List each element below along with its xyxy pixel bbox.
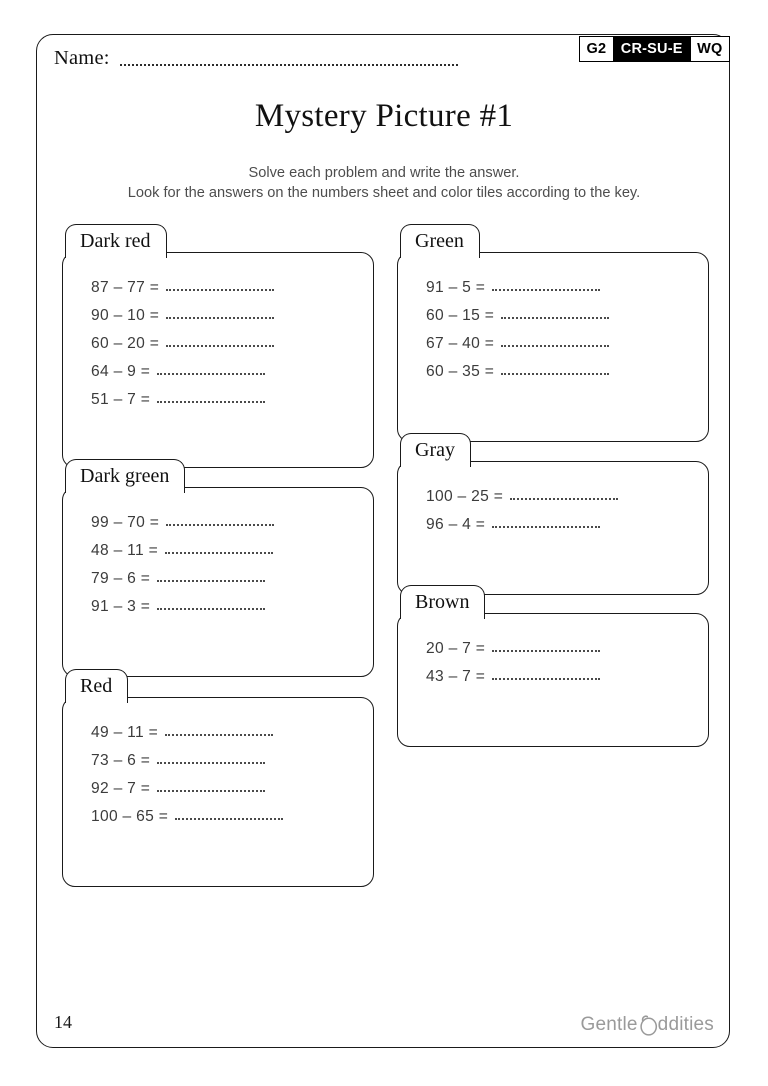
problem-row [426,279,696,307]
answer-input[interactable] [157,580,265,582]
problem-row [91,724,361,752]
problem-group [62,224,374,468]
logo-text-left: Gentle [580,1013,638,1035]
badge-grade: G2 [586,41,607,57]
problem-expression: 100 – 25 = [426,488,504,505]
worksheet-code-badge [579,36,730,62]
answer-input[interactable] [166,317,274,319]
problem-expression: 100 – 65 = [91,808,169,825]
problem-expression: 91 – 5 = [426,279,486,296]
problem-row [426,640,696,668]
problem-list [426,640,696,696]
name-field-row [54,47,458,70]
problem-row [91,335,361,363]
problem-group [62,459,374,677]
problem-expression: 92 – 7 = [91,780,151,797]
badge-suffix: WQ [697,41,723,57]
problem-group-label: Dark red [65,224,167,258]
problem-group-label: Brown [400,585,485,619]
instructions [0,163,768,203]
answer-input[interactable] [157,373,265,375]
problem-row [91,598,361,626]
problem-group-body [397,252,709,442]
problem-expression: 60 – 35 = [426,363,495,380]
problem-expression: 64 – 9 = [91,363,151,380]
problem-row [91,307,361,335]
problem-row [91,752,361,780]
answer-input[interactable] [492,678,600,680]
instruction-line-2: Look for the answers on the numbers sheet and color tiles according to the key. [127,185,641,201]
problem-list [426,279,696,391]
answer-input[interactable] [166,524,274,526]
problem-group [397,585,709,747]
problem-expression: 49 – 11 = [91,724,159,741]
problem-row [91,391,361,419]
problem-row [91,570,361,598]
problem-group-body [62,697,374,887]
answer-input[interactable] [492,526,600,528]
problem-expression: 60 – 20 = [91,335,160,352]
brand-logo [580,1013,714,1035]
problem-row [426,307,696,335]
problem-row [426,488,696,516]
problem-group-label: Red [65,669,128,703]
name-label: Name: [54,47,110,69]
problem-group-body [397,461,709,595]
problem-list [91,279,361,419]
problem-row [91,279,361,307]
problem-row [91,514,361,542]
name-input[interactable] [120,64,458,66]
problem-expression: 96 – 4 = [426,516,486,533]
problem-expression: 60 – 15 = [426,307,495,324]
problem-expression: 51 – 7 = [91,391,151,408]
problem-expression: 73 – 6 = [91,752,151,769]
problem-group [62,669,374,887]
problem-row [426,516,696,544]
problem-list [91,724,361,836]
problem-group-label: Dark green [65,459,185,493]
problem-row [426,668,696,696]
page-title: Mystery Picture #1 [254,98,514,134]
answer-input[interactable] [166,345,274,347]
problem-group [397,433,709,595]
problem-group-body [62,487,374,677]
answer-input[interactable] [165,734,273,736]
problem-list [91,514,361,626]
problem-row [426,363,696,391]
answer-input[interactable] [492,650,600,652]
problem-expression: 99 – 70 = [91,514,160,531]
answer-input[interactable] [492,289,600,291]
answer-input[interactable] [510,498,618,500]
logo-text-right: ddities [657,1013,714,1035]
answer-input[interactable] [501,317,609,319]
problem-expression: 48 – 11 = [91,542,159,559]
problem-row [91,363,361,391]
problem-row [91,780,361,808]
answer-input[interactable] [175,818,283,820]
answer-input[interactable] [157,790,265,792]
answer-input[interactable] [165,552,273,554]
answer-input[interactable] [157,762,265,764]
problem-expression: 79 – 6 = [91,570,151,587]
answer-input[interactable] [166,289,274,291]
problem-expression: 43 – 7 = [426,668,486,685]
page-number: 14 [54,1012,72,1032]
instruction-line-1: Solve each problem and write the answer. [248,165,520,181]
problem-row [91,542,361,570]
problem-group-body [397,613,709,747]
answer-input[interactable] [157,608,265,610]
problem-row [91,808,361,836]
answer-input[interactable] [157,401,265,403]
problem-expression: 20 – 7 = [426,640,486,657]
problem-group-label: Gray [400,433,471,467]
problem-group-body [62,252,374,468]
problem-expression: 87 – 77 = [91,279,160,296]
problem-list [426,488,696,544]
problem-expression: 67 – 40 = [426,335,495,352]
problem-expression: 91 – 3 = [91,598,151,615]
problem-group-label: Green [400,224,480,258]
badge-code: CR-SU-E [613,37,691,61]
problem-row [426,335,696,363]
problem-expression: 90 – 10 = [91,307,160,324]
answer-input[interactable] [501,373,609,375]
problem-group [397,224,709,442]
answer-input[interactable] [501,345,609,347]
egg-o-icon [639,1014,658,1036]
